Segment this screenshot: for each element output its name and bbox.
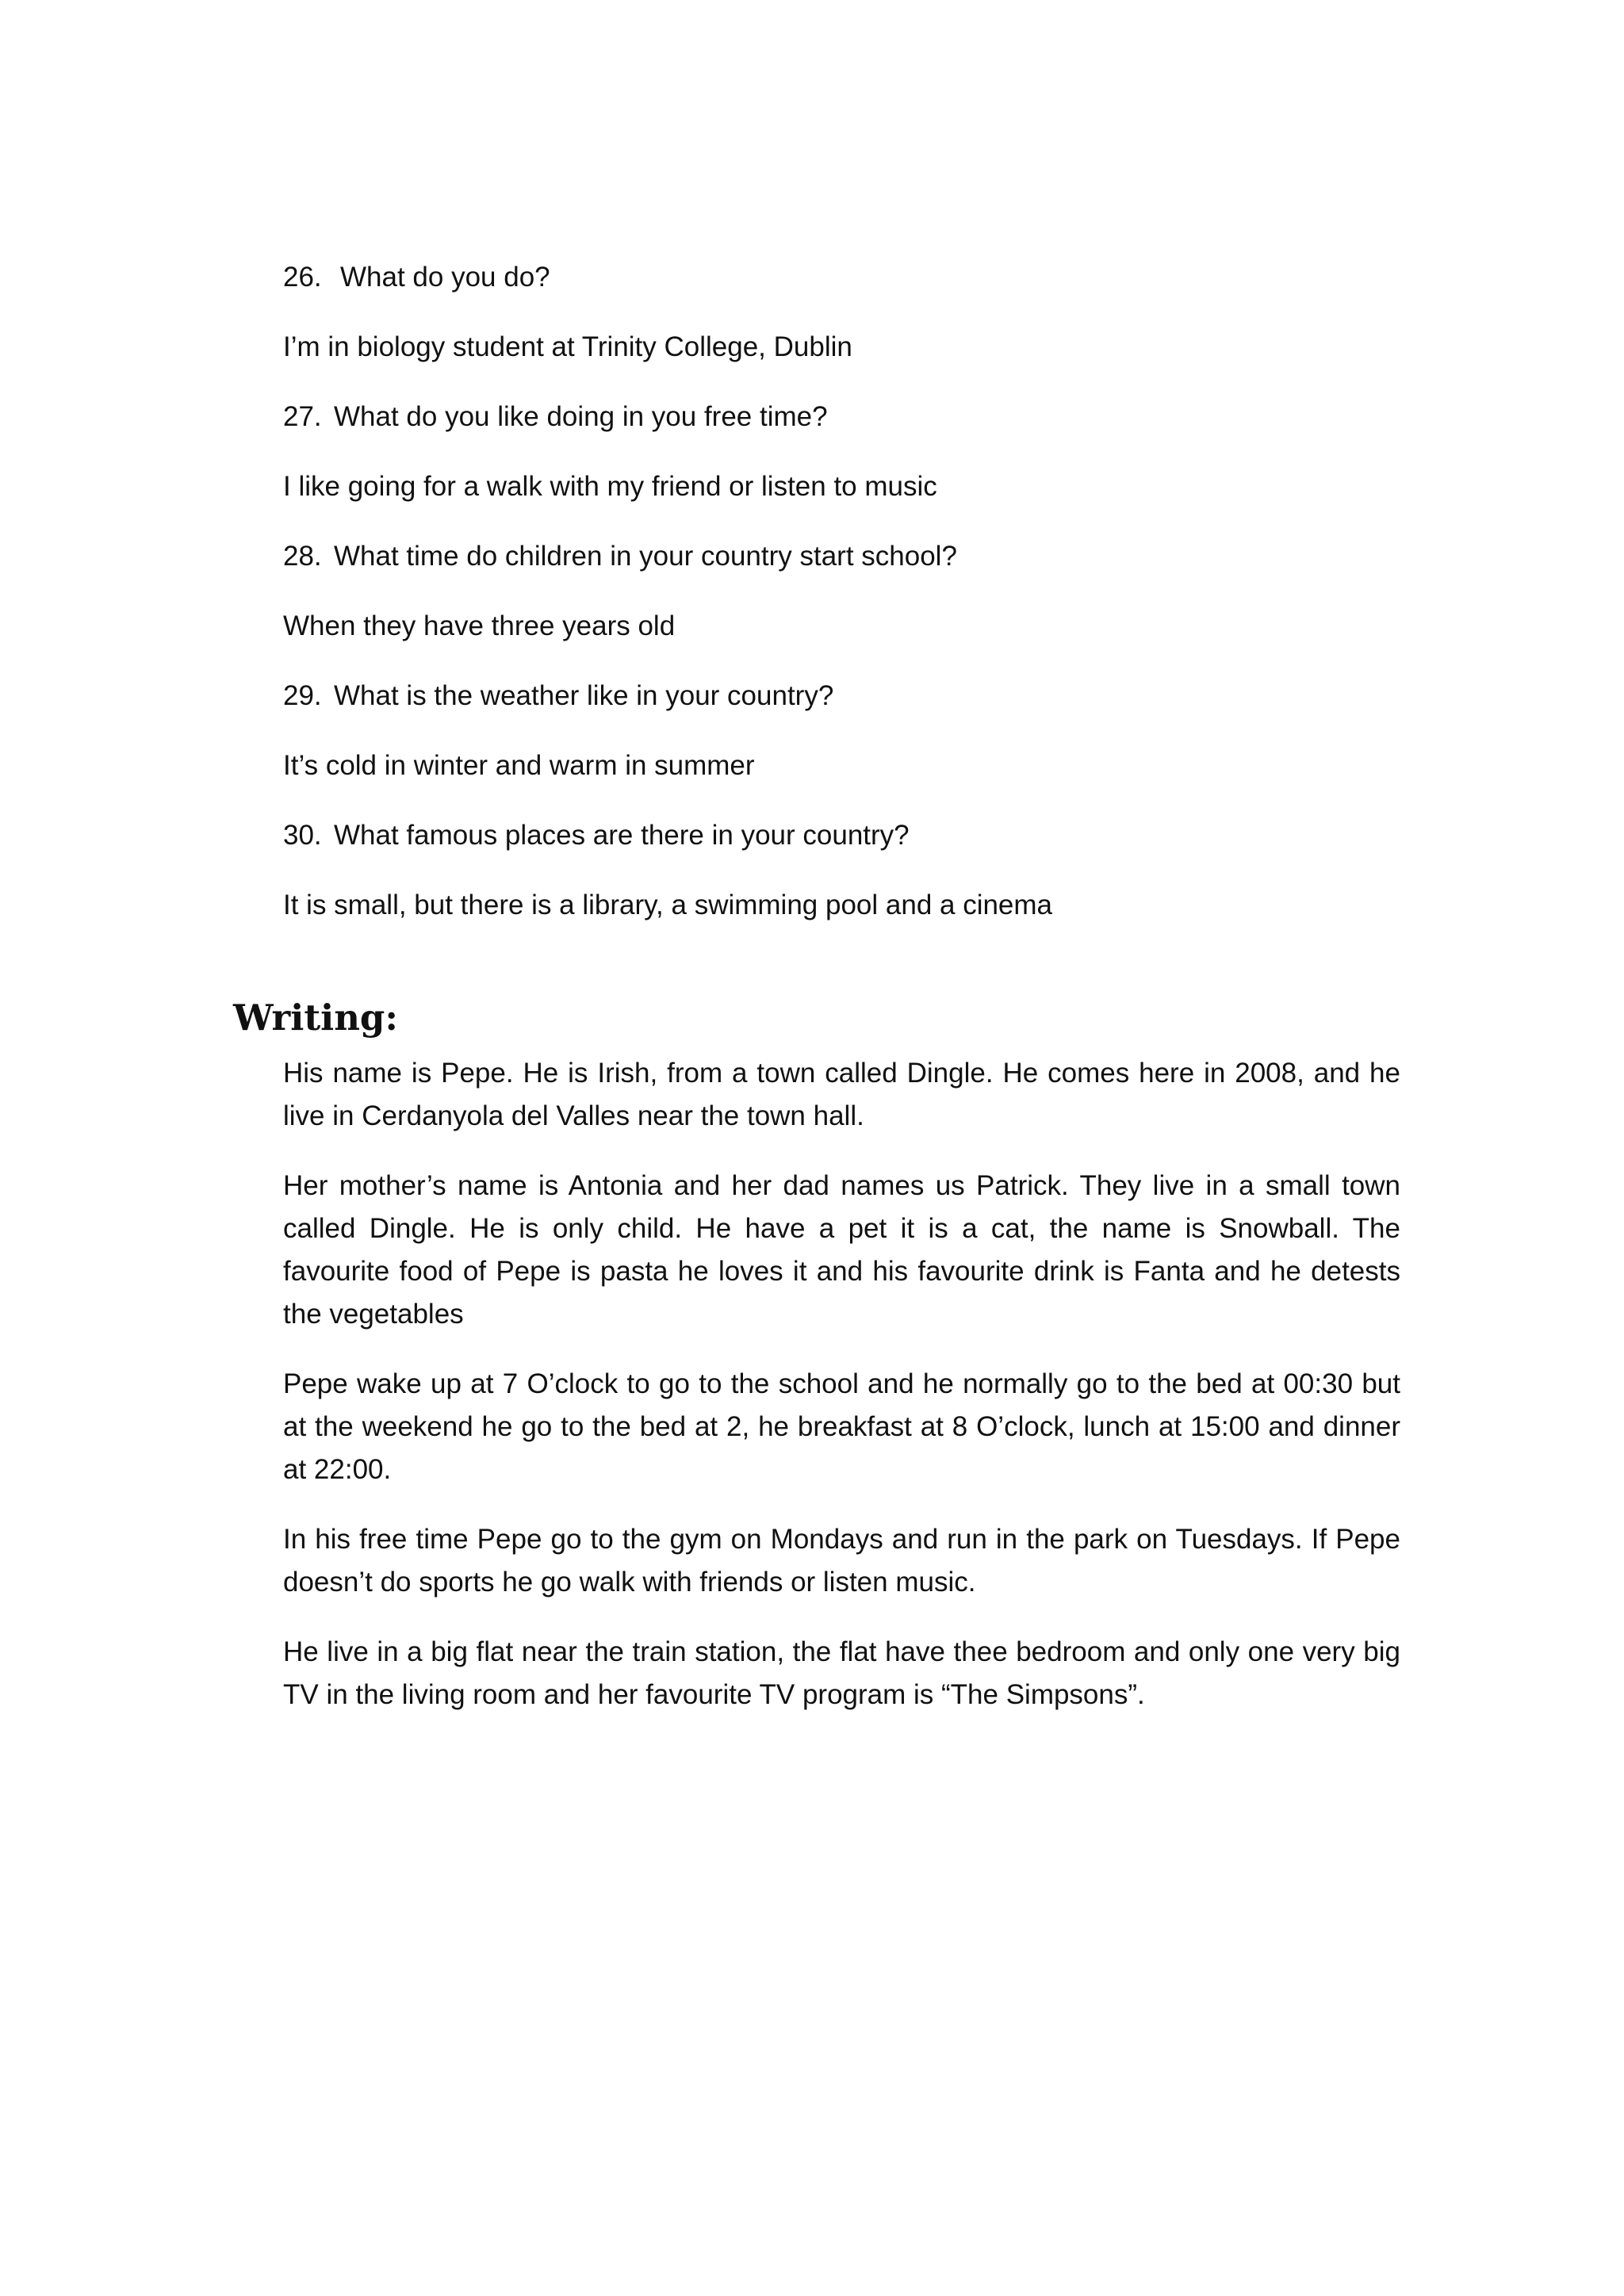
question-text: What is the weather like in your country?	[334, 680, 834, 711]
question-text: What famous places are there in your country?	[334, 820, 910, 851]
writing-paragraph: Pepe wake up at 7 O’clock to go to the school and he normally go to the bed at 00:30 but at the weekend he go to the bed at 2, he breakfast at 8 O’clock, lunch at 15:00 and dinner at 22:00.	[283, 1368, 1400, 1485]
answer-text: I’m in biology student at Trinity College, Dublin	[283, 331, 852, 362]
answer-text: When they have three years old	[283, 610, 676, 641]
question-item	[283, 400, 1409, 434]
question-number: 28.	[283, 541, 322, 572]
question-text: What time do children in your country start school?	[334, 541, 957, 572]
question-answer-list	[283, 260, 1409, 958]
question-number: 29.	[283, 680, 322, 711]
question-text: What do you like doing in you free time?	[334, 401, 828, 432]
writing-paragraph: He live in a big flat near the train station, the flat have thee bedroom and only one very big TV in the living room and her favourite TV program is “The Simpsons”.	[283, 1636, 1400, 1710]
question-item	[283, 260, 1409, 295]
question-text: What do you do?	[340, 262, 550, 293]
question-item	[283, 679, 1409, 714]
answer-text: It’s cold in winter and warm in summer	[283, 750, 755, 781]
answer-text: I like going for a walk with my friend or listen to music	[283, 471, 937, 502]
writing-paragraph: In his free time Pepe go to the gym on Mondays and run in the park on Tuesdays. If Pepe doesn’t do sports he go walk with friends or listen music.	[283, 1524, 1400, 1598]
answer-text: It is small, but there is a library, a swimming pool and a cinema	[283, 890, 1053, 920]
writing-paragraph: His name is Pepe. He is Irish, from a town called Dingle. He comes here in 2008, and he live in Cerdanyola del Valles near the town hall.	[283, 1058, 1400, 1131]
question-item	[283, 539, 1409, 574]
question-number: 27.	[283, 401, 322, 432]
question-number: 26.	[283, 262, 322, 293]
question-number: 30.	[283, 820, 322, 851]
writing-paragraph: Her mother’s name is Antonia and her dad names us Patrick. They live in a small town called Dingle. He is only child. He have a pet it is a cat, the name is Snowball. The favourite food of Pepe is pasta he loves it and his favourite drink is Fanta and he detests the vegetables	[283, 1170, 1400, 1330]
question-item	[283, 818, 1409, 853]
writing-section	[283, 1052, 1400, 1743]
writing-heading: Writing:	[233, 997, 398, 1039]
